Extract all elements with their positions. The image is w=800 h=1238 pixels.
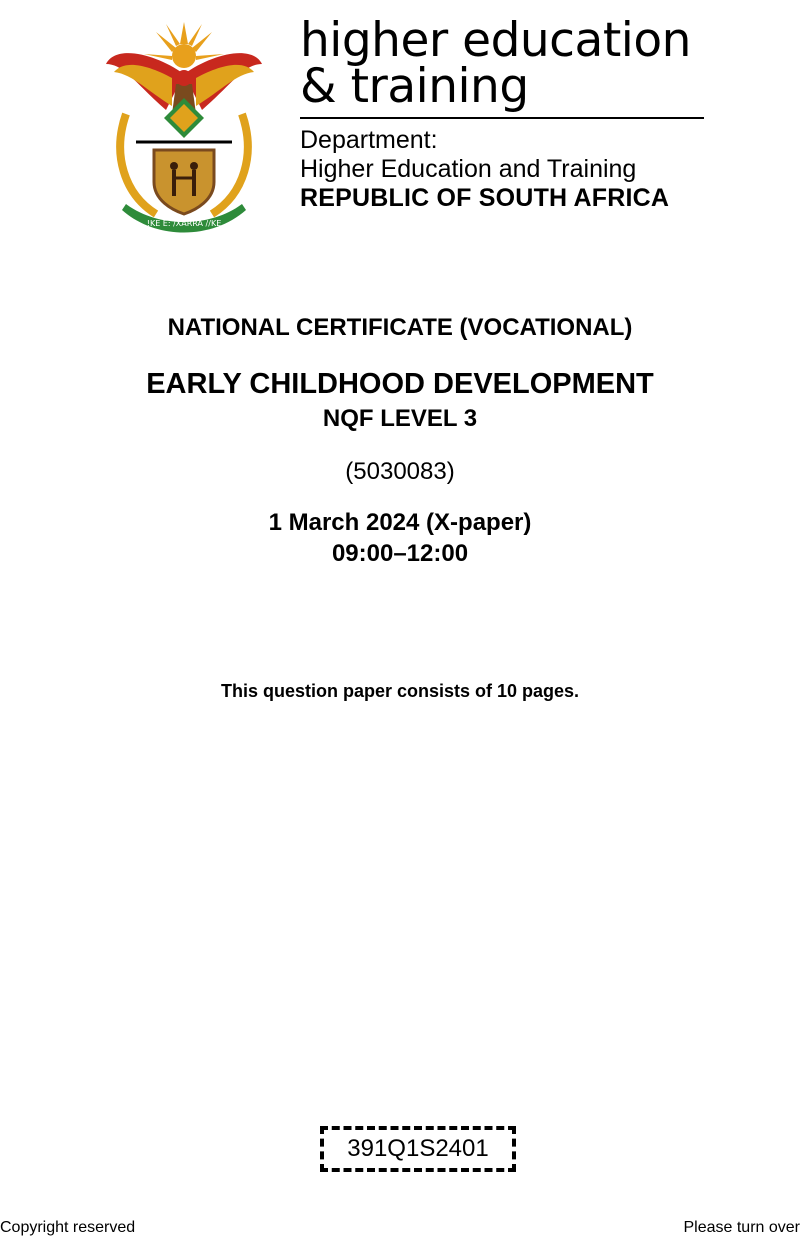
department-label: Department:: [300, 126, 438, 154]
department-brand: [300, 13, 720, 212]
subject-title: EARLY CHILDHOOD DEVELOPMENT: [146, 368, 654, 400]
subject-code: (5030083): [345, 458, 455, 485]
department-name: Higher Education and Training: [300, 155, 637, 183]
department-info: [300, 126, 669, 213]
exam-date: 1 March 2024 (X-paper): [268, 509, 532, 536]
exam-time: 09:00–12:00: [331, 540, 469, 567]
country-name: REPUBLIC OF SOUTH AFRICA: [300, 184, 670, 212]
brand-divider: [300, 117, 704, 119]
brand-title-line1: higher education: [300, 13, 691, 68]
brand-title-line2: & training: [300, 59, 529, 114]
coat-of-arms-logo: [96, 14, 276, 240]
certificate-title: NATIONAL CERTIFICATE (VOCATIONAL): [167, 314, 633, 341]
coat-of-arms-icon: [96, 14, 276, 240]
footer-copyright: Copyright reserved: [0, 1219, 136, 1236]
svg-text:!KE E: /XARRA //KE: !KE E: /XARRA //KE: [146, 219, 222, 228]
nqf-level: NQF LEVEL 3: [322, 405, 478, 432]
footer-turn-over: Please turn over: [683, 1219, 800, 1236]
page-count-note: This question paper consists of 10 pages.: [220, 681, 580, 701]
paper-id-box: 391Q1S2401: [320, 1126, 516, 1172]
